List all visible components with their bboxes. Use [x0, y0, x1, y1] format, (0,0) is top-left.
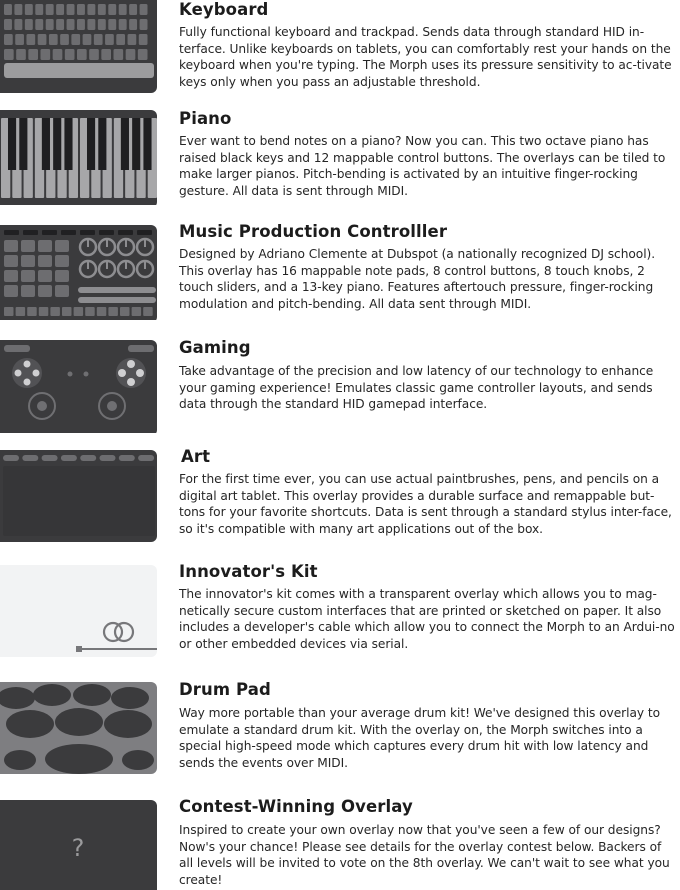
note-pad — [38, 270, 52, 282]
black-key — [121, 118, 129, 170]
note-pad — [38, 240, 52, 252]
control-button — [137, 230, 152, 235]
key — [98, 4, 106, 15]
key — [56, 19, 64, 30]
drum-pad-middle — [55, 708, 103, 736]
note-pad — [4, 240, 18, 252]
key — [108, 4, 116, 15]
control-button — [61, 230, 76, 235]
drum-pad-overlay-icon — [0, 682, 158, 774]
control-button — [4, 230, 19, 235]
question-mark-glyph: ? — [71, 834, 85, 862]
key — [71, 34, 80, 45]
dpad-arrow — [24, 361, 31, 368]
joystick-center — [107, 401, 117, 411]
key — [87, 4, 95, 15]
key — [140, 19, 148, 30]
innovators-kit-cable-icon — [0, 565, 158, 657]
black-key — [8, 118, 16, 170]
key — [46, 19, 54, 30]
key — [116, 34, 125, 45]
key — [65, 49, 75, 60]
black-key — [87, 118, 95, 170]
key — [41, 49, 51, 60]
music-production-overlay-icon — [0, 225, 158, 320]
piano-overlay-icon — [0, 110, 158, 205]
drum-pad-bottom — [122, 750, 154, 770]
mini-piano-key — [132, 307, 142, 316]
note-pad — [21, 240, 35, 252]
key — [56, 4, 64, 15]
mini-piano-key — [62, 307, 72, 316]
overlay-title: Art — [181, 447, 211, 466]
shortcut-button — [119, 455, 135, 461]
overlay-title: Piano — [179, 109, 232, 128]
note-pad — [38, 255, 52, 267]
art-overlay-icon — [0, 450, 158, 542]
face-button — [118, 369, 126, 377]
key — [77, 4, 85, 15]
key — [89, 49, 99, 60]
overlay-title: Keyboard — [179, 0, 269, 19]
overlay-description: For the first time ever, you can use actual paintbrushes, pens, and pencils on a digital art tablet. This overlay provides a durable surface and remappable but-tons for your favorite shortcuts. Data is sent through a standard stylus inter-face, so it's compatible with many art applications out of the box. — [179, 472, 672, 537]
joystick-center — [37, 401, 47, 411]
overlay-title: Gaming — [179, 338, 251, 357]
mini-piano-key — [74, 307, 84, 316]
drum-pad-bottom — [4, 750, 36, 770]
overlay-title: Contest-Winning Overlay — [179, 797, 413, 816]
overlay-description: Way more portable than your average drum kit! We've designed this overlay to emulate a standard drum kit. With the overlay on, the Morph switches into a special high-speed mode which captures every drum hit with low latency and sends the events over MIDI. — [179, 706, 661, 771]
cable-connector — [76, 646, 82, 652]
trackpad — [4, 63, 154, 78]
key — [87, 19, 95, 30]
black-key — [19, 118, 27, 170]
shoulder-button — [128, 345, 154, 352]
mini-piano-key — [97, 307, 107, 316]
drum-pad-middle — [104, 710, 152, 738]
touch-slider — [78, 287, 156, 293]
key — [138, 49, 148, 60]
note-pad — [55, 285, 69, 297]
black-key — [143, 118, 151, 170]
key — [140, 4, 148, 15]
key — [77, 49, 87, 60]
shortcut-button — [80, 455, 96, 461]
note-pad — [21, 285, 35, 297]
control-button — [99, 230, 114, 235]
mini-piano-key — [27, 307, 37, 316]
dpad-arrow — [33, 370, 40, 377]
key — [128, 34, 137, 45]
key — [101, 49, 111, 60]
mini-piano-key — [120, 307, 130, 316]
shortcut-button — [3, 455, 19, 461]
black-key — [64, 118, 72, 170]
drum-pad-top — [111, 687, 149, 709]
shortcut-button — [138, 455, 154, 461]
shortcut-button — [22, 455, 38, 461]
key — [14, 4, 22, 15]
control-button — [118, 230, 133, 235]
key — [129, 19, 137, 30]
shortcut-button — [42, 455, 58, 461]
key — [4, 49, 14, 60]
black-key — [42, 118, 50, 170]
key — [14, 19, 22, 30]
key — [38, 34, 47, 45]
key — [16, 49, 26, 60]
key — [4, 34, 13, 45]
face-button — [127, 378, 135, 386]
key — [26, 34, 35, 45]
touch-slider — [78, 297, 156, 303]
overlay-title: Innovator's Kit — [179, 562, 318, 581]
key — [35, 19, 43, 30]
key — [98, 19, 106, 30]
overlay-description: The innovator's kit comes with a transparent overlay which allows you to mag-netically secure custom interfaces that are printed or sketched on paper. It also includes a developer's cable which allow you to connect the Morph to an Ardui-no or other embedded devices via serial. — [179, 587, 675, 652]
key — [67, 19, 75, 30]
key — [108, 19, 116, 30]
kick-drum-pad — [45, 744, 113, 774]
key — [67, 4, 75, 15]
control-button — [42, 230, 57, 235]
black-key — [132, 118, 140, 170]
note-pad — [21, 255, 35, 267]
face-button — [127, 360, 135, 368]
shortcut-button — [100, 455, 116, 461]
dpad-arrow — [24, 379, 31, 386]
note-pad — [4, 270, 18, 282]
face-button — [136, 369, 144, 377]
key — [105, 34, 114, 45]
drum-pad-top — [73, 684, 111, 706]
key — [119, 19, 127, 30]
start-button — [84, 372, 89, 377]
note-pad — [4, 285, 18, 297]
key — [139, 34, 148, 45]
key — [119, 4, 127, 15]
keyboard-overlay-icon — [0, 0, 158, 95]
note-pad — [55, 240, 69, 252]
note-pad — [55, 270, 69, 282]
dpad-arrow — [15, 370, 22, 377]
key — [28, 49, 38, 60]
select-button — [68, 372, 73, 377]
key — [46, 4, 54, 15]
key — [114, 49, 124, 60]
key — [83, 34, 92, 45]
overlay-description: Ever want to bend notes on a piano? Now you can. This two octave piano has raised black keys and 12 mappable control buttons. The overlays can be tiled to make larger pianos. Pitch-bending is activated by an intuitive finger-rocking gesture. All data is sent through MIDI. — [179, 134, 666, 199]
overlay-description: Fully functional keyboard and trackpad. Sends data through standard HID in-terface. Unlike keyboards on tablets, you can comfortably rest your hands on the keyboard when you're typing. The Morph uses its pressure sensitivity to ac-tivate keys only when you pass an adjustable threshold. — [179, 25, 672, 90]
overlay-title: Music Production Controlller — [179, 222, 448, 241]
key — [35, 4, 43, 15]
gamepad-overlay-icon — [0, 340, 158, 433]
mini-piano-key — [85, 307, 95, 316]
drum-pad-top — [33, 684, 71, 706]
overlay-body — [0, 565, 157, 657]
control-button — [23, 230, 38, 235]
overlay-title: Drum Pad — [179, 680, 271, 699]
overlay-description: Designed by Adriano Clemente at Dubspot (a nationally recognized DJ school). This overlay has 16 mappable note pads, 8 control buttons, 8 touch knobs, 2 touch sliders, and a 13-key piano. Features aftertouch pressure, finger-rocking modulation and pitch-bending. All data sent through MIDI. — [179, 247, 656, 312]
key — [60, 34, 69, 45]
mystery-overlay-icon — [0, 800, 158, 890]
drum-pad-middle — [6, 710, 54, 738]
overlay-description: Inspired to create your own overlay now that you've seen a few of our designs? Now's your chance! Please see details for the overlay contest below. Backers of all levels will be invited to vote on the 8th overlay. We can't wait to see what you create! — [179, 823, 670, 888]
black-key — [53, 118, 61, 170]
mini-piano-key — [39, 307, 49, 316]
note-pad — [55, 255, 69, 267]
mini-piano-key — [108, 307, 118, 316]
control-button — [80, 230, 95, 235]
note-pad — [21, 270, 35, 282]
note-pad — [38, 285, 52, 297]
drawing-surface — [3, 466, 155, 536]
mini-piano-key — [50, 307, 60, 316]
key — [53, 49, 63, 60]
key — [15, 34, 24, 45]
mini-piano-key — [143, 307, 153, 316]
mini-piano-key — [16, 307, 26, 316]
mini-piano-key — [4, 307, 14, 316]
key — [4, 4, 12, 15]
shortcut-button — [61, 455, 77, 461]
shoulder-button — [4, 345, 30, 352]
key — [94, 34, 103, 45]
key — [126, 49, 136, 60]
key — [49, 34, 58, 45]
note-pad — [4, 255, 18, 267]
key — [129, 4, 137, 15]
key — [25, 19, 33, 30]
key — [4, 19, 12, 30]
key — [77, 19, 85, 30]
overlay-description: Take advantage of the precision and low latency of our technology to enhance your gaming experience! Emulates classic game controller layouts, and sends data through the standard HID gamepad interface. — [179, 364, 654, 412]
black-key — [98, 118, 106, 170]
key — [25, 4, 33, 15]
